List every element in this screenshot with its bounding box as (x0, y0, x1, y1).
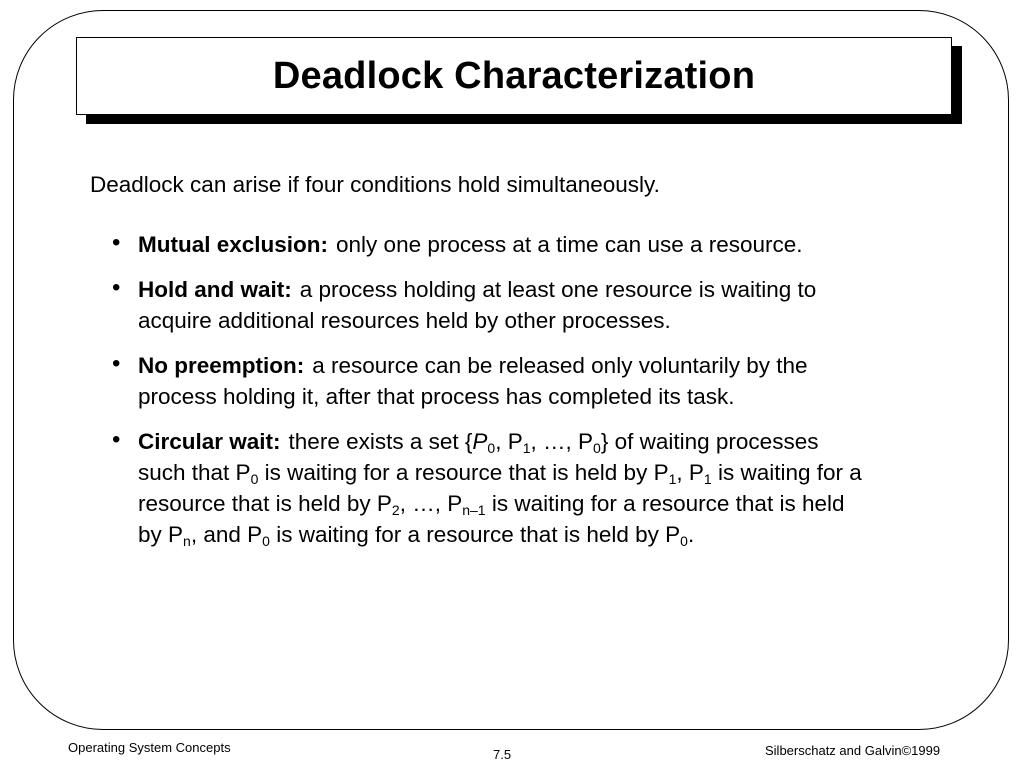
intro-text: Deadlock can arise if four conditions hold simultaneously. (90, 172, 660, 197)
bullet-icon: • (112, 274, 121, 301)
slide-title: Deadlock Characterization (272, 54, 756, 97)
condition-text: a process holding at least one resource is waiting to acquire additional resources held by other processes. (138, 277, 817, 333)
condition-text: there exists a set {$P_0$, $P_1$, …, $P_0$} of waiting processes such that $P_0$ is waiting for a resource that is held by $P_1$, $P_1$ is waiting for a resource that is held by $P_2$, …, $P_{n-1}$ is waiting for a resource that is held by $P_n$, and $P_0$ is waiting for a resource that is held by $P_0$. (138, 429, 862, 549)
list-item (112, 350, 872, 412)
condition-text: only one process at a time can use a resource. (336, 232, 803, 257)
copyright-icon: © (901, 743, 912, 758)
bullet-icon: • (112, 350, 121, 377)
condition-text: a resource can be released only voluntarily by the process holding it, after that process has completed its task. (138, 353, 808, 409)
list-item (112, 229, 872, 260)
bullet-icon: • (112, 229, 121, 256)
condition-term: Hold and wait: (138, 277, 292, 302)
footer-course-title: Operating System Concepts (68, 740, 231, 755)
footer-page-number: 7.5 (493, 747, 512, 762)
list-item (112, 426, 872, 550)
condition-term: No preemption: (138, 353, 305, 378)
condition-term: Circular wait: (138, 429, 281, 454)
list-item (112, 274, 872, 336)
footer-authors (765, 743, 940, 758)
condition-term: Mutual exclusion: (138, 232, 329, 257)
footer-year: 1999 (911, 743, 941, 758)
title-box (76, 37, 952, 115)
conditions-list (112, 229, 872, 564)
footer-authors-text: Silberschatz and Galvin (765, 743, 902, 758)
bullet-icon: • (112, 426, 121, 453)
